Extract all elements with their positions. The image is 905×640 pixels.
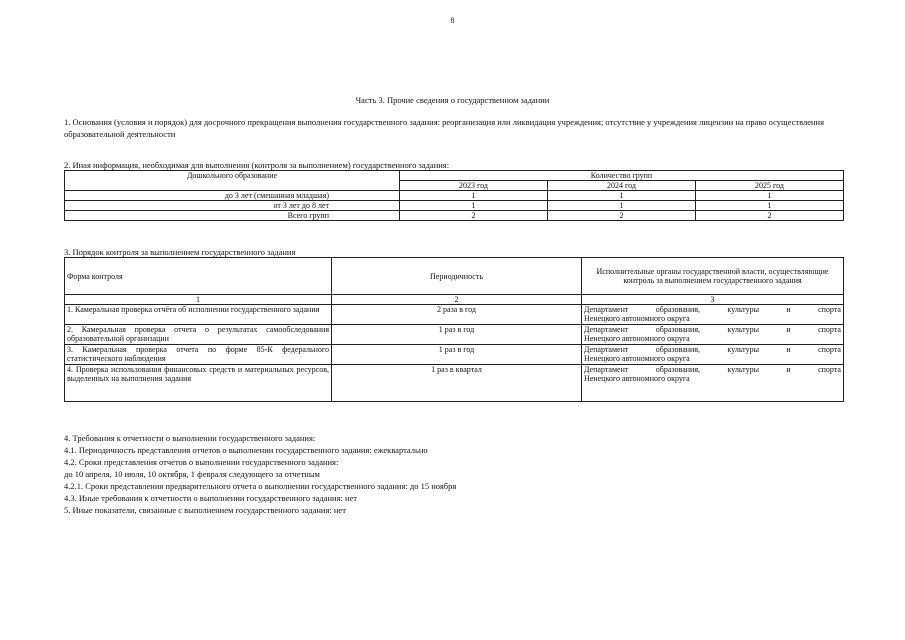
cell-value: 2	[696, 211, 844, 221]
table-row	[65, 325, 844, 345]
year-header: 2025 год	[696, 181, 844, 191]
control-form: 1. Камеральная проверка отчёта об исполнении государственного задания	[65, 305, 332, 325]
control-organ: Департамент образования, культуры и спорта Ненецкого автономного округа	[582, 325, 844, 345]
requirement-line: 4.2. Сроки представления отчетов о выполнении государственного задания:	[64, 457, 339, 467]
groups-table	[64, 170, 844, 221]
periodicity: 2 раза в год	[332, 305, 582, 325]
requirement-line: 4.2.1. Сроки представления предварительного отчета о выполнении государственного задания: до 15 ноября	[64, 481, 457, 491]
requirement-line: 5. Иные показатели, связанные с выполнением государственного задания: нет	[64, 505, 346, 515]
control-procedure-label: 3. Порядок контроля за выполнением государственного задания	[64, 247, 296, 257]
cell-value: 1	[548, 191, 696, 201]
early-termination-paragraph: 1. Основания (условия и порядок) для досрочного прекращения выполнения государственного задания: реорганизация или ликвидация учреждения; отсутствие у учреждения лицензии на право осуществления образовательной деятельности	[64, 117, 824, 139]
requirement-line: 4.3. Иные требования к отчетности о выполнении государственного задания: нет	[64, 493, 357, 503]
year-header: 2023 год	[400, 181, 548, 191]
cell-value: 1	[400, 201, 548, 211]
requirement-line: 4.1. Периодичность представления отчетов о выполнении государственного задания: ежеквартально	[64, 445, 428, 455]
control-form: 4. Проверка использования финансовых средств и материальных ресурсов, выделенных на выполнения задания	[65, 365, 332, 402]
cell-value: 1	[696, 191, 844, 201]
control-form: 2. Камеральная проверка отчета о результатах самообследования образовательной организации	[65, 325, 332, 345]
table-row	[65, 305, 844, 325]
cell-value: 2	[400, 211, 548, 221]
control-organ: Департамент образования, культуры и спорта Ненецкого автономного округа	[582, 305, 844, 325]
table-row	[65, 345, 844, 365]
cell-value: 1	[696, 201, 844, 211]
year-header: 2024 год	[548, 181, 696, 191]
periodicity: 1 раз в год	[332, 325, 582, 345]
requirement-line: до 10 апреля, 10 июля, 10 октября, 1 февраля следующего за отчетным	[64, 469, 320, 479]
table-row	[65, 211, 844, 221]
control-organ: Департамент образования, культуры и спорта Ненецкого автономного округа	[582, 345, 844, 365]
preschool-header: Дошкольного образование	[65, 171, 400, 191]
row-name: до 3 лет (смешанная младшая)	[65, 191, 400, 201]
cell-value: 1	[548, 201, 696, 211]
reporting-requirements	[64, 432, 456, 516]
requirement-line: 4. Требования к отчетности о выполнении государственного задания:	[64, 433, 316, 443]
group-count-header: Количество групп	[400, 171, 844, 181]
other-info-label: 2. Иная информация, необходимая для выполнения (контроля за выполнением) государственного задания:	[64, 160, 450, 170]
column-number: 3	[582, 295, 844, 305]
table-row	[65, 365, 844, 402]
table-row	[65, 191, 844, 201]
row-name: от 3 лет до 8 лет	[65, 201, 400, 211]
periodicity: 1 раз в квартал	[332, 365, 582, 402]
control-table	[64, 257, 844, 402]
control-form: 3. Камеральная проверка отчета по форме 85-К федерального статистического наблюдения	[65, 345, 332, 365]
periodicity: 1 раз в год	[332, 345, 582, 365]
cell-value: 2	[548, 211, 696, 221]
organ-header: Исполнительные органы государственной власти, осуществляющие контроль за выполнением государственного задания	[582, 258, 844, 295]
cell-value: 1	[400, 191, 548, 201]
period-header: Периодичность	[332, 258, 582, 295]
control-organ: Департамент образования, культуры и спорта Ненецкого автономного округа	[582, 365, 844, 402]
form-header: Форма контроля	[65, 258, 332, 295]
table-row	[65, 201, 844, 211]
column-number: 2	[332, 295, 582, 305]
row-name: Всего групп	[65, 211, 400, 221]
part-heading: Часть 3. Прочие сведения о государственном задании	[355, 95, 550, 105]
column-number: 1	[65, 295, 332, 305]
page-number: 8	[450, 16, 455, 25]
